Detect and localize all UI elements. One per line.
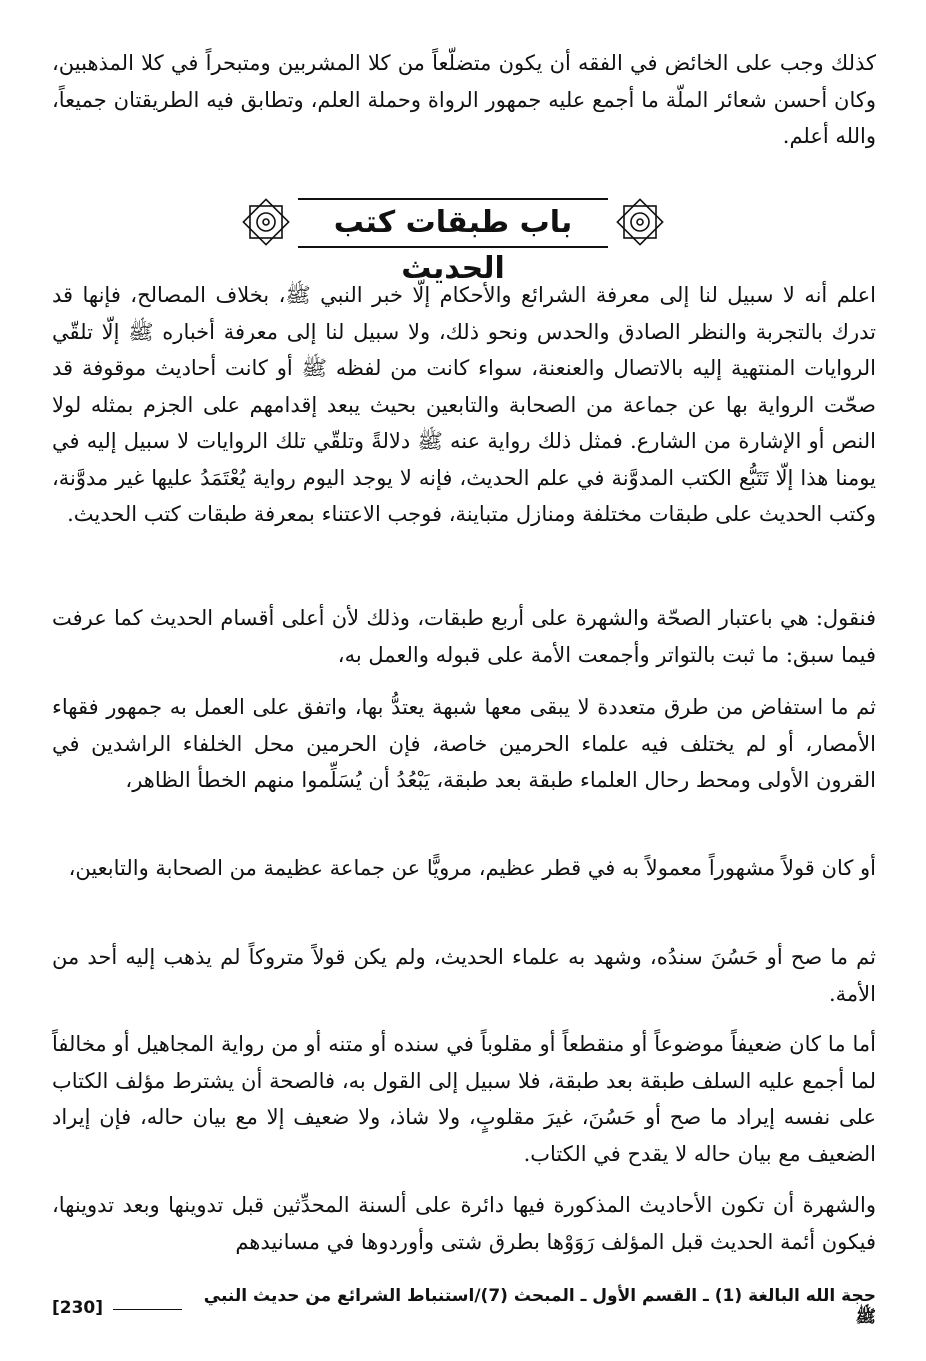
body-paragraph: فنقول: هي باعتبار الصحّة والشهرة على أربع طبقات، وذلك لأن أعلى أقسام الحديث كما عرفت فيما سبق: ما ثبت بالتواتر وأجمعت الأمة على قبوله والعمل به، xyxy=(52,606,876,667)
body-paragraph: والشهرة أن تكون الأحاديث المذكورة فيها دائرة على ألسنة المحدِّثين قبل تدوينها وبعد تدوينها، فيكون أئمة الحديث قبل المؤلف رَوَوْها بطرق شتى وأوردوها في مسانيدهم xyxy=(52,1193,876,1254)
body-paragraph: ثم ما استفاض من طرق متعددة لا يبقى معها شبهة يعتدُّ بها، واتفق على العمل به جمهور فقهاء الأمصار، أو لم يختلف فيه علماء الحرمين خاصة، فإن الحرمين محل الخلفاء الراشدين في القرون الأولى ومحط رحال العلماء طبقة بعد طبقة، يَبْعُدُ أن يُسَلِّموا منهم الخطأ الظاهر، xyxy=(52,695,876,792)
running-title: حجة الله البالغة (1) ـ القسم الأول ـ المبحث (7)/استنباط الشرائع من حديث النبي ﷺ xyxy=(203,1285,876,1327)
star-ornament-icon xyxy=(612,194,668,250)
section-heading xyxy=(238,192,668,286)
section-title: باب طبقات كتب الحديث xyxy=(298,198,608,248)
page-number: [230] xyxy=(52,1298,104,1318)
footer-divider xyxy=(113,1309,182,1310)
intro-paragraph: كذلك وجب على الخائض في الفقه أن يكون متضلّعاً من كلا المشربين ومتبحراً في كلا المذهبين، وكان أحسن شعائر الملّة ما أجمع عليه جمهور الرواة وحملة العلم، وتطابق فيه الطريقتان جميعاً، والله أعلم. xyxy=(52,51,876,148)
star-ornament-icon xyxy=(238,194,294,250)
body-paragraph: أما ما كان ضعيفاً موضوعاً أو منقطعاً أو مقلوباً في سنده أو متنه أو من رواية المجاهيل أو مخالفاً لما أجمع عليه السلف طبقة بعد طبقة، فلا سبيل إلى القول به، فالصحة أن يشترط مؤلف الكتاب على نفسه إيراد ما صح أو حَسُنَ، غيرَ مقلوبٍ، ولا شاذ، ولا ضعيف إلا مع بيان حاله، فإن إيراد الضعيف مع بيان حاله لا يقدح في الكتاب. xyxy=(52,1032,876,1166)
body-paragraph: اعلم أنه لا سبيل لنا إلى معرفة الشرائع والأحكام إلّا خبر النبي ﷺ، بخلاف المصالح، فإنها قد تدرك بالتجربة والنظر الصادق والحدس ونحو ذلك، ولا سبيل لنا إلى معرفة أخباره ﷺ إلّا تلقّي الروايات المنتهية إليه بالاتصال والعنعنة، سواء كانت من لفظه ﷺ أو كانت أحاديث موقوفة قد صحّت الرواية بها عن جماعة من الصحابة والتابعين بحيث يبعد إقدامهم على الجزم بمثله لولا النص أو الإشارة من الشارع. فمثل ذلك رواية عنه ﷺ دلالةً وتلقّي تلك الروايات لا سبيل إليه في يومنا هذا إلّا تَتَبُّع الكتب المدوَّنة في علم الحديث، فإنه لا يوجد اليوم رواية يُعْتَمَدُ عليها غير مدوَّنة، وكتب الحديث على طبقات مختلفة ومنازل متباينة، فوجب الاعتناء بمعرفة طبقات كتب الحديث. xyxy=(52,283,876,526)
body-paragraph: أو كان قولاً مشهوراً معمولاً به في قطر عظيم، مرويًّا عن جماعة عظيمة من الصحابة والتابعين، xyxy=(68,856,876,880)
body-paragraph: ثم ما صح أو حَسُنَ سندُه، وشهد به علماء الحديث، ولم يكن قولاً متروكاً لم يذهب إليه أحد من الأمة. xyxy=(52,945,876,1006)
page-footer xyxy=(52,1285,876,1327)
